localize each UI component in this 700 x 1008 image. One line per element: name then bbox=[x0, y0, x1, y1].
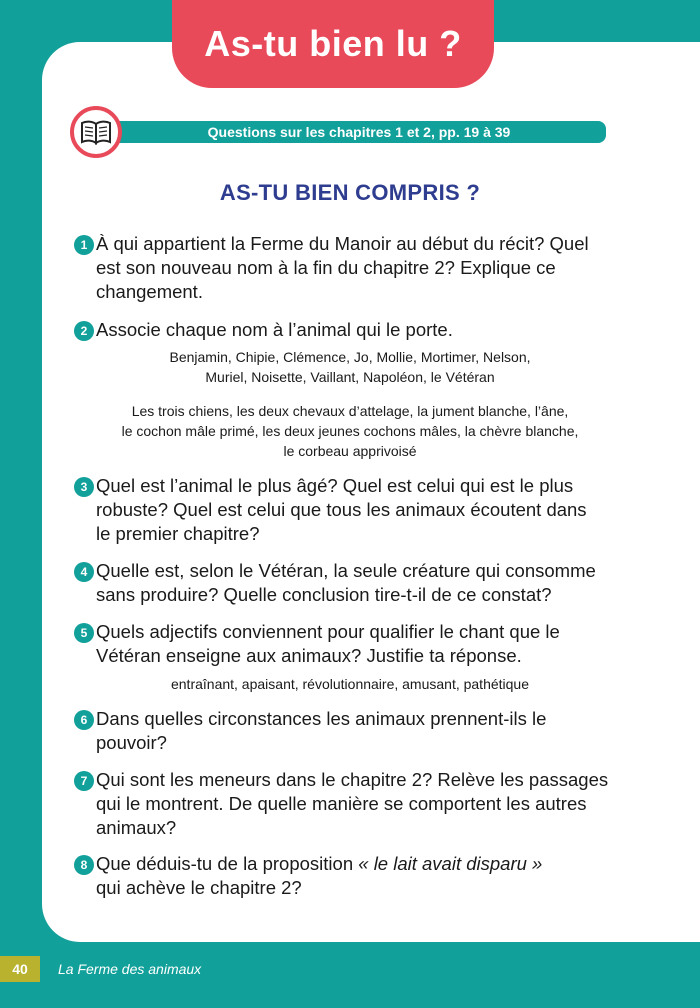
question-line: Qui sont les meneurs dans le chapitre 2? Relève les passages bbox=[96, 769, 609, 790]
question-text: Que déduis-tu de la proposition bbox=[96, 853, 359, 874]
question-line: Quel est l’animal le plus âgé? Quel est celui qui est le plus bbox=[96, 475, 574, 496]
question-number: 7 bbox=[74, 771, 94, 791]
section-heading: AS-TU BIEN COMPRIS ? bbox=[219, 180, 481, 205]
question-line: Dans quelles circonstances les animaux prennent-ils le bbox=[96, 708, 547, 729]
question-line: sans produire? Quelle conclusion tire-t-il de ce constat? bbox=[96, 584, 552, 605]
question-line: Quelle est, selon le Vétéran, la seule créature qui consomme bbox=[96, 560, 596, 581]
question-line: À qui appartient la Ferme du Manoir au début du récit? Quel bbox=[96, 233, 589, 254]
question-number: 3 bbox=[74, 477, 94, 497]
list-line: entraînant, apaisant, révolutionnaire, amusant, pathétique bbox=[170, 676, 530, 692]
page-number: 40 bbox=[0, 956, 40, 982]
page-footer bbox=[0, 956, 201, 982]
question-line: animaux? bbox=[96, 817, 177, 838]
list-line: le corbeau apprivoisé bbox=[283, 443, 417, 459]
question-7 bbox=[74, 768, 634, 840]
question-number: 1 bbox=[74, 235, 94, 255]
question-line bbox=[74, 852, 634, 876]
question-line: Associe chaque nom à l’animal qui le porte. bbox=[96, 319, 453, 340]
question-number: 5 bbox=[74, 623, 94, 643]
question-line: le premier chapitre? bbox=[96, 523, 260, 544]
question-5 bbox=[74, 620, 634, 668]
question-2 bbox=[74, 318, 634, 342]
question-line: robuste? Quel est celui que tous les animaux écoutent dans bbox=[96, 499, 587, 520]
question-line: Vétéran enseigne aux animaux? Justifie ta réponse. bbox=[96, 645, 522, 666]
question-line: qui achève le chapitre 2? bbox=[96, 877, 302, 898]
list-line: Les trois chiens, les deux chevaux d’attelage, la jument blanche, l’âne, bbox=[131, 403, 569, 419]
question-8 bbox=[74, 852, 634, 900]
question-line: changement. bbox=[96, 281, 203, 302]
question-number: 4 bbox=[74, 562, 94, 582]
book-icon bbox=[80, 119, 112, 145]
title-banner bbox=[172, 0, 494, 88]
list-line: le cochon mâle primé, les deux jeunes cochons mâles, la chèvre blanche, bbox=[121, 423, 579, 439]
book-title: La Ferme des animaux bbox=[58, 961, 202, 977]
question-line: Quels adjectifs conviennent pour qualifier le chant que le bbox=[96, 621, 560, 642]
list-line: Muriel, Noisette, Vaillant, Napoléon, le Vétéran bbox=[205, 369, 495, 385]
question-number: 8 bbox=[74, 855, 94, 875]
question-3 bbox=[74, 474, 634, 546]
question-1 bbox=[74, 232, 634, 304]
question-4 bbox=[74, 559, 634, 607]
section-label: Questions sur les chapitres 1 et 2, pp. 19 à 39 bbox=[207, 124, 511, 140]
question-line: qui le montrent. De quelle manière se comportent les autres bbox=[96, 793, 587, 814]
question-number: 2 bbox=[74, 321, 94, 341]
book-badge bbox=[70, 106, 122, 158]
names-list bbox=[80, 347, 620, 387]
quoted-phrase: « le lait avait disparu » bbox=[358, 853, 543, 874]
page-title: As-tu bien lu ? bbox=[204, 23, 462, 64]
list-line: Benjamin, Chipie, Clémence, Jo, Mollie, Mortimer, Nelson, bbox=[169, 349, 531, 365]
question-line: est son nouveau nom à la fin du chapitre 2? Explique ce bbox=[96, 257, 556, 278]
question-number: 6 bbox=[74, 710, 94, 730]
adjectives-list bbox=[80, 674, 620, 694]
animals-list bbox=[80, 401, 620, 461]
question-6 bbox=[74, 707, 634, 755]
question-line: pouvoir? bbox=[96, 732, 167, 753]
section-bar bbox=[92, 121, 606, 143]
